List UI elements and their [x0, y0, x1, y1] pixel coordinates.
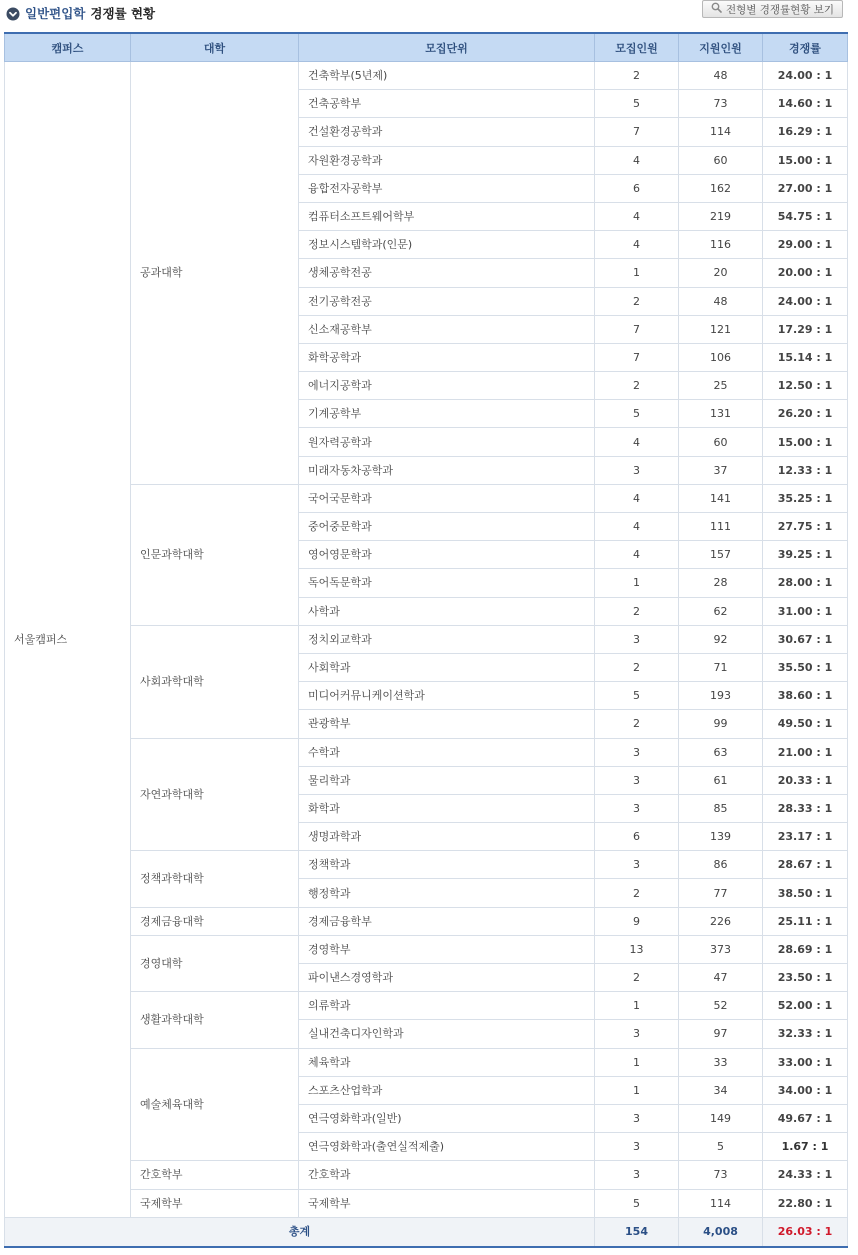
applicants-cell: 92 [679, 625, 763, 653]
rate-cell: 35.25 : 1 [763, 484, 848, 512]
quota-cell: 4 [595, 484, 679, 512]
quota-cell: 3 [595, 794, 679, 822]
quota-cell: 2 [595, 372, 679, 400]
title-main: 경쟁률 현황 [90, 6, 156, 21]
unit-cell: 융합전자공학부 [299, 174, 595, 202]
rate-cell: 15.00 : 1 [763, 146, 848, 174]
unit-cell: 연극영화학과(출연실적제출) [299, 1133, 595, 1161]
applicants-cell: 20 [679, 259, 763, 287]
rate-cell: 27.00 : 1 [763, 174, 848, 202]
quota-cell: 2 [595, 710, 679, 738]
applicants-cell: 106 [679, 343, 763, 371]
table-header-row [5, 33, 848, 62]
applicants-cell: 141 [679, 484, 763, 512]
rate-cell: 28.33 : 1 [763, 794, 848, 822]
unit-cell: 정치외교학과 [299, 625, 595, 653]
column-header-unit: 모집단위 [299, 33, 595, 62]
applicants-cell: 47 [679, 964, 763, 992]
unit-cell: 행정학과 [299, 879, 595, 907]
college-cell: 생활과학대학 [131, 992, 299, 1048]
rate-cell: 17.29 : 1 [763, 315, 848, 343]
rate-cell: 24.00 : 1 [763, 287, 848, 315]
unit-cell: 생체공학전공 [299, 259, 595, 287]
unit-cell: 파이낸스경영학과 [299, 964, 595, 992]
unit-cell: 컴퓨터소프트웨어학부 [299, 202, 595, 230]
rate-cell: 28.69 : 1 [763, 935, 848, 963]
unit-cell: 사학과 [299, 597, 595, 625]
applicants-cell: 121 [679, 315, 763, 343]
quota-cell: 9 [595, 907, 679, 935]
unit-cell: 건축학부(5년제) [299, 62, 595, 90]
search-icon [711, 2, 722, 16]
applicants-cell: 97 [679, 1020, 763, 1048]
college-cell: 인문과학대학 [131, 484, 299, 625]
quota-cell: 3 [595, 1020, 679, 1048]
quota-cell: 2 [595, 879, 679, 907]
view-button-label: 전형별 경쟁률현황 보기 [725, 3, 835, 16]
applicants-cell: 37 [679, 456, 763, 484]
applicants-cell: 48 [679, 287, 763, 315]
title-accent: 일반편입학 [25, 6, 86, 21]
unit-cell: 전기공학전공 [299, 287, 595, 315]
rate-cell: 15.14 : 1 [763, 343, 848, 371]
college-cell: 정책과학대학 [131, 851, 299, 907]
unit-cell: 자원환경공학과 [299, 146, 595, 174]
applicants-cell: 60 [679, 146, 763, 174]
unit-cell: 스포츠산업학과 [299, 1076, 595, 1104]
unit-cell: 독어독문학과 [299, 569, 595, 597]
table-row [5, 62, 848, 90]
unit-cell: 국제학부 [299, 1189, 595, 1217]
quota-cell: 6 [595, 823, 679, 851]
quota-cell: 3 [595, 851, 679, 879]
quota-cell: 7 [595, 118, 679, 146]
quota-cell: 5 [595, 1189, 679, 1217]
rate-cell: 28.67 : 1 [763, 851, 848, 879]
quota-cell: 1 [595, 1076, 679, 1104]
unit-cell: 에너지공학과 [299, 372, 595, 400]
unit-cell: 건축공학부 [299, 90, 595, 118]
quota-cell: 1 [595, 992, 679, 1020]
total-row [5, 1217, 848, 1247]
table-row [5, 738, 848, 766]
unit-cell: 미디어커뮤니케이션학과 [299, 682, 595, 710]
applicants-cell: 61 [679, 766, 763, 794]
quota-cell: 3 [595, 456, 679, 484]
rate-cell: 21.00 : 1 [763, 738, 848, 766]
rate-cell: 25.11 : 1 [763, 907, 848, 935]
quota-cell: 3 [595, 766, 679, 794]
rate-cell: 49.50 : 1 [763, 710, 848, 738]
college-cell: 경영대학 [131, 935, 299, 991]
applicants-cell: 33 [679, 1048, 763, 1076]
table-row [5, 992, 848, 1020]
rate-cell: 26.20 : 1 [763, 400, 848, 428]
column-header-campus: 캠퍼스 [5, 33, 131, 62]
unit-cell: 사회학과 [299, 653, 595, 681]
total-applicants: 4,008 [679, 1217, 763, 1247]
chevron-down-circle-icon [6, 6, 20, 20]
quota-cell: 4 [595, 541, 679, 569]
rate-cell: 35.50 : 1 [763, 653, 848, 681]
quota-cell: 2 [595, 62, 679, 90]
quota-cell: 3 [595, 1133, 679, 1161]
rate-cell: 24.33 : 1 [763, 1161, 848, 1189]
quota-cell: 3 [595, 1161, 679, 1189]
quota-cell: 3 [595, 738, 679, 766]
quota-cell: 4 [595, 231, 679, 259]
unit-cell: 화학공학과 [299, 343, 595, 371]
quota-cell: 1 [595, 569, 679, 597]
rate-cell: 20.33 : 1 [763, 766, 848, 794]
table-row [5, 484, 848, 512]
unit-cell: 정책학과 [299, 851, 595, 879]
applicants-cell: 116 [679, 231, 763, 259]
rate-cell: 54.75 : 1 [763, 202, 848, 230]
applicants-cell: 111 [679, 513, 763, 541]
rate-cell: 16.29 : 1 [763, 118, 848, 146]
unit-cell: 신소재공학부 [299, 315, 595, 343]
view-by-admission-type-button[interactable] [702, 0, 843, 18]
total-rate: 26.03 : 1 [763, 1217, 848, 1247]
unit-cell: 국어국문학과 [299, 484, 595, 512]
rate-cell: 32.33 : 1 [763, 1020, 848, 1048]
applicants-cell: 219 [679, 202, 763, 230]
unit-cell: 경영학부 [299, 935, 595, 963]
rate-cell: 23.50 : 1 [763, 964, 848, 992]
applicants-cell: 25 [679, 372, 763, 400]
rate-cell: 1.67 : 1 [763, 1133, 848, 1161]
rate-cell: 38.50 : 1 [763, 879, 848, 907]
applicants-cell: 114 [679, 1189, 763, 1217]
table-row [5, 851, 848, 879]
rate-cell: 30.67 : 1 [763, 625, 848, 653]
unit-cell: 건설환경공학과 [299, 118, 595, 146]
competition-rate-table [4, 32, 848, 1248]
unit-cell: 의류학과 [299, 992, 595, 1020]
applicants-cell: 226 [679, 907, 763, 935]
college-cell: 자연과학대학 [131, 738, 299, 851]
rate-cell: 24.00 : 1 [763, 62, 848, 90]
quota-cell: 3 [595, 1104, 679, 1132]
quota-cell: 13 [595, 935, 679, 963]
applicants-cell: 73 [679, 90, 763, 118]
quota-cell: 3 [595, 625, 679, 653]
rate-cell: 20.00 : 1 [763, 259, 848, 287]
applicants-cell: 60 [679, 428, 763, 456]
unit-cell: 화학과 [299, 794, 595, 822]
unit-cell: 관광학부 [299, 710, 595, 738]
quota-cell: 7 [595, 343, 679, 371]
section-title [6, 4, 155, 22]
applicants-cell: 63 [679, 738, 763, 766]
unit-cell: 정보시스템학과(인문) [299, 231, 595, 259]
rate-cell: 14.60 : 1 [763, 90, 848, 118]
unit-cell: 실내건축디자인학과 [299, 1020, 595, 1048]
column-header-rate: 경쟁률 [763, 33, 848, 62]
column-header-college: 대학 [131, 33, 299, 62]
applicants-cell: 162 [679, 174, 763, 202]
quota-cell: 4 [595, 428, 679, 456]
quota-cell: 6 [595, 174, 679, 202]
applicants-cell: 99 [679, 710, 763, 738]
rate-cell: 12.50 : 1 [763, 372, 848, 400]
rate-cell: 34.00 : 1 [763, 1076, 848, 1104]
applicants-cell: 5 [679, 1133, 763, 1161]
table-row [5, 1048, 848, 1076]
quota-cell: 4 [595, 146, 679, 174]
rate-cell: 38.60 : 1 [763, 682, 848, 710]
quota-cell: 1 [595, 259, 679, 287]
quota-cell: 5 [595, 682, 679, 710]
applicants-cell: 71 [679, 653, 763, 681]
applicants-cell: 85 [679, 794, 763, 822]
unit-cell: 물리학과 [299, 766, 595, 794]
unit-cell: 기계공학부 [299, 400, 595, 428]
rate-cell: 52.00 : 1 [763, 992, 848, 1020]
quota-cell: 7 [595, 315, 679, 343]
college-cell: 사회과학대학 [131, 625, 299, 738]
applicants-cell: 149 [679, 1104, 763, 1132]
rate-cell: 15.00 : 1 [763, 428, 848, 456]
quota-cell: 1 [595, 1048, 679, 1076]
applicants-cell: 48 [679, 62, 763, 90]
total-label: 총계 [5, 1217, 595, 1247]
quota-cell: 5 [595, 400, 679, 428]
unit-cell: 원자력공학과 [299, 428, 595, 456]
quota-cell: 2 [595, 597, 679, 625]
unit-cell: 수학과 [299, 738, 595, 766]
applicants-cell: 34 [679, 1076, 763, 1104]
unit-cell: 생명과학과 [299, 823, 595, 851]
applicants-cell: 73 [679, 1161, 763, 1189]
quota-cell: 4 [595, 513, 679, 541]
applicants-cell: 373 [679, 935, 763, 963]
quota-cell: 2 [595, 287, 679, 315]
unit-cell: 경제금융학부 [299, 907, 595, 935]
applicants-cell: 86 [679, 851, 763, 879]
table-row [5, 935, 848, 963]
unit-cell: 간호학과 [299, 1161, 595, 1189]
applicants-cell: 114 [679, 118, 763, 146]
applicants-cell: 193 [679, 682, 763, 710]
rate-cell: 12.33 : 1 [763, 456, 848, 484]
rate-cell: 31.00 : 1 [763, 597, 848, 625]
applicants-cell: 52 [679, 992, 763, 1020]
applicants-cell: 157 [679, 541, 763, 569]
college-cell: 경제금융대학 [131, 907, 299, 935]
unit-cell: 연극영화학과(일반) [299, 1104, 595, 1132]
table-row [5, 625, 848, 653]
table-body [5, 62, 848, 1218]
rate-cell: 29.00 : 1 [763, 231, 848, 259]
college-cell: 간호학부 [131, 1161, 299, 1189]
rate-cell: 39.25 : 1 [763, 541, 848, 569]
table-row [5, 1161, 848, 1189]
unit-cell: 체육학과 [299, 1048, 595, 1076]
unit-cell: 중어중문학과 [299, 513, 595, 541]
page-header [0, 0, 858, 28]
quota-cell: 2 [595, 653, 679, 681]
applicants-cell: 62 [679, 597, 763, 625]
applicants-cell: 28 [679, 569, 763, 597]
column-header-applicants: 지원인원 [679, 33, 763, 62]
quota-cell: 5 [595, 90, 679, 118]
rate-cell: 49.67 : 1 [763, 1104, 848, 1132]
table-row [5, 907, 848, 935]
college-cell: 국제학부 [131, 1189, 299, 1217]
total-quota: 154 [595, 1217, 679, 1247]
rate-cell: 23.17 : 1 [763, 823, 848, 851]
applicants-cell: 77 [679, 879, 763, 907]
rate-cell: 27.75 : 1 [763, 513, 848, 541]
campus-cell: 서울캠퍼스 [5, 62, 131, 1218]
college-cell: 공과대학 [131, 62, 299, 485]
applicants-cell: 131 [679, 400, 763, 428]
rate-cell: 22.80 : 1 [763, 1189, 848, 1217]
college-cell: 예술체육대학 [131, 1048, 299, 1161]
unit-cell: 영어영문학과 [299, 541, 595, 569]
quota-cell: 2 [595, 964, 679, 992]
quota-cell: 4 [595, 202, 679, 230]
rate-cell: 28.00 : 1 [763, 569, 848, 597]
table-row [5, 1189, 848, 1217]
rate-cell: 33.00 : 1 [763, 1048, 848, 1076]
unit-cell: 미래자동차공학과 [299, 456, 595, 484]
column-header-quota: 모집인원 [595, 33, 679, 62]
applicants-cell: 139 [679, 823, 763, 851]
